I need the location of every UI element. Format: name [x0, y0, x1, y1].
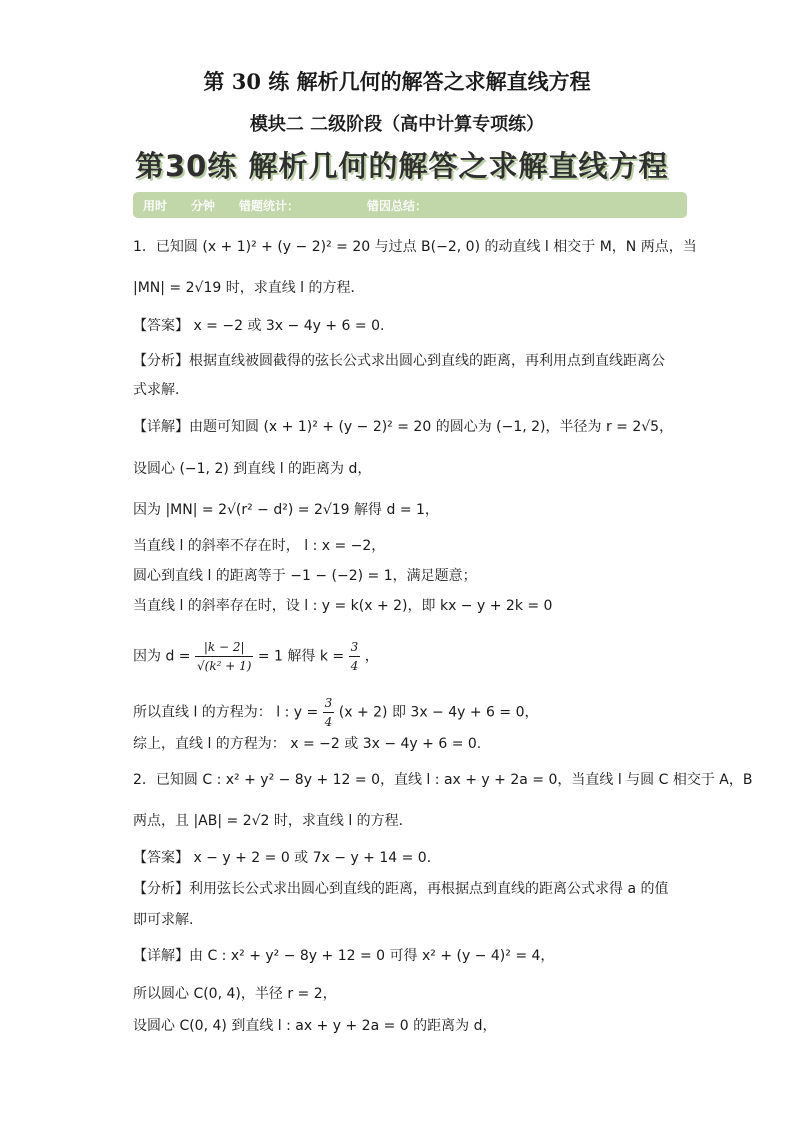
document-title: 第 30 练 解析几何的解答之求解直线方程 [203, 69, 591, 94]
analysis-1-line-2: 式求解. [133, 382, 180, 398]
analysis-2-line-1: 【分析】利用弦长公式求出圆心到直线的距离，再根据点到直线的距离公式求得 a 的值 [133, 881, 669, 897]
detail-1-line-4: 当直线 l 的斜率不存在时， l : x = −2， [133, 538, 386, 554]
problem-2-line-1: 2．已知圆 C : x² + y² − 8y + 12 = 0，直线 l : ax + y + 2a = 0，当直线 l 与圆 C 相交于 A，B [133, 772, 753, 788]
fraction [195, 638, 253, 675]
detail-2-line-2: 所以圆心 C(0, 4)，半径 r = 2， [133, 986, 337, 1002]
problem-2-line-2: 两点，且 |AB| = 2√2 时，求直线 l 的方程． [133, 813, 413, 829]
detail-1-line-1: 【详解】由题可知圆 (x + 1)² + (y − 2)² = 20 的圆心为 (−1, 2)，半径为 r = 2√5， [133, 419, 674, 435]
module-subtitle: 模块二 二级阶段（高中计算专项练） [249, 114, 545, 135]
answer-2: 【答案】 x − y + 2 = 0 或 7x − y + 14 = 0. [133, 850, 432, 866]
detail-1-line-6: 当直线 l 的斜率存在时，设 l : y = k(x + 2)，即 kx − y + 2k = 0 [133, 598, 553, 614]
detail-1-line-2: 设圆心 (−1, 2) 到直线 l 的距离为 d， [133, 461, 372, 477]
text-segment: 因为 d = [133, 648, 191, 665]
fraction [349, 638, 361, 675]
fraction-numerator: 3 [349, 638, 361, 657]
time-label: 用时 [143, 199, 168, 213]
detail-1-conclusion: 综上，直线 l 的方程为： x = −2 或 3x − 4y + 6 = 0. [133, 736, 482, 752]
detail-1-line-7 [133, 638, 379, 675]
fraction [323, 694, 335, 731]
problem-1-line-1: 1．已知圆 (x + 1)² + (y − 2)² = 20 与过点 B(−2, 0) 的动直线 l 相交于 M，N 两点，当 [133, 239, 697, 255]
text-segment: (x + 2) 即 3x − 4y + 6 = 0， [338, 704, 539, 721]
fraction-numerator: 3 [323, 694, 335, 713]
problem-1-line-2: |MN| = 2√19 时，求直线 l 的方程． [133, 280, 365, 296]
minutes-label: 分钟 [191, 199, 216, 213]
answer-1: 【答案】 x = −2 或 3x − 4y + 6 = 0. [133, 318, 385, 334]
text-segment: = 1 解得 k = [257, 648, 345, 665]
fraction-denominator: 4 [324, 715, 333, 729]
detail-2-line-3: 设圆心 C(0, 4) 到直线 l : ax + y + 2a = 0 的距离为 d， [133, 1018, 497, 1034]
fraction-numerator: |k − 2| [195, 638, 253, 657]
analysis-1-line-1: 【分析】根据直线被圆截得的弦长公式求出圆心到直线的距离，再利用点到直线距离公 [133, 353, 665, 369]
text-segment: 所以直线 l 的方程为： l : y = [133, 704, 319, 721]
fraction-denominator: √(k² + 1) [196, 659, 252, 673]
detail-1-line-5: 圆心到直线 l 的距离等于 −1 − (−2) = 1，满足题意； [133, 568, 477, 584]
banner-title: 第30练 解析几何的解答之求解直线方程 [135, 149, 669, 183]
info-bar [133, 192, 687, 218]
error-cause-label: 错因总结： [367, 199, 428, 213]
error-stats-label: 错题统计： [239, 199, 300, 213]
text-segment: ， [364, 648, 379, 665]
fraction-denominator: 4 [350, 659, 359, 673]
detail-2-line-1: 【详解】由 C : x² + y² − 8y + 12 = 0 可得 x² + (y − 4)² = 4， [133, 948, 555, 964]
detail-1-line-8 [133, 694, 539, 731]
detail-1-line-3: 因为 |MN| = 2√(r² − d²) = 2√19 解得 d = 1， [133, 502, 439, 518]
analysis-2-line-2: 即可求解. [133, 912, 194, 928]
